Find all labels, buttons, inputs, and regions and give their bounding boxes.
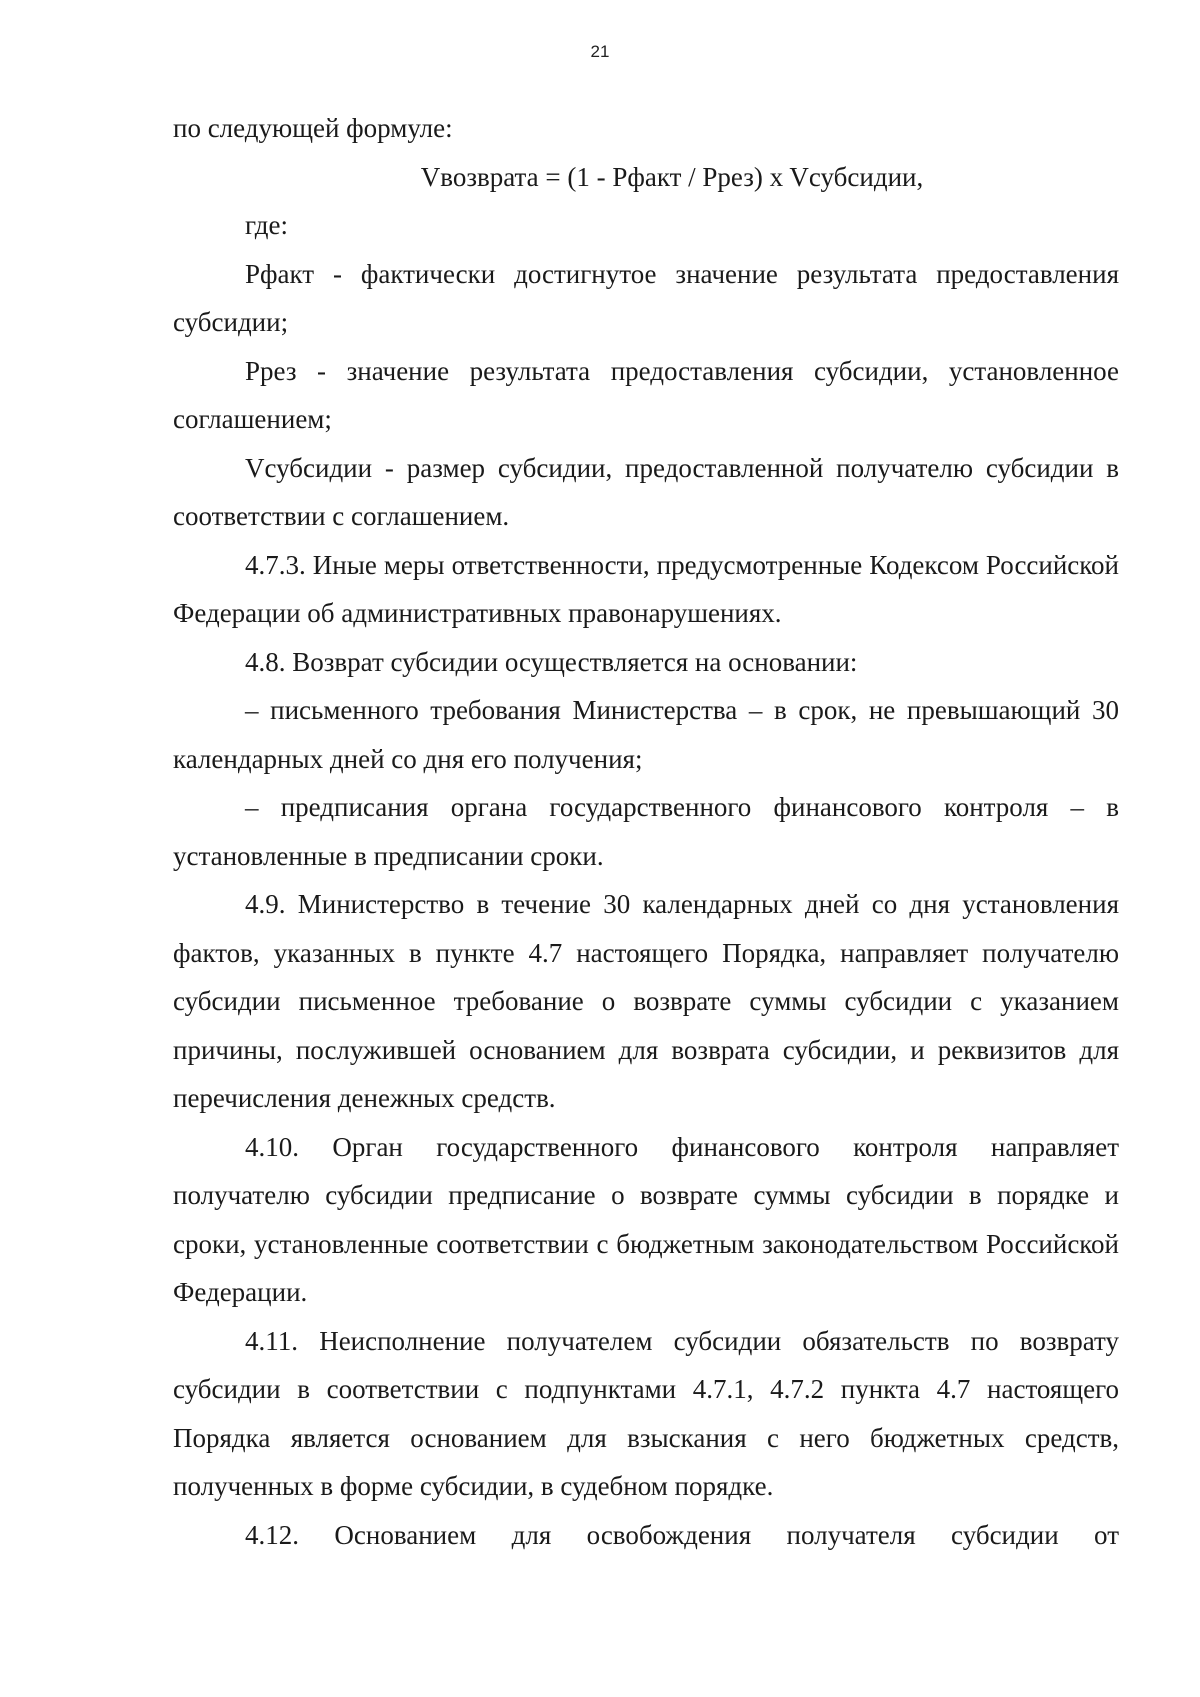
definition-prez: Ррез - значение результата предоставления субсидии, установленное соглашением; xyxy=(173,355,1119,434)
paragraph-4-7-3: 4.7.3. Иные меры ответственности, предусмотренные Кодексом Российской Федерации об административных правонарушениях. xyxy=(173,549,1119,628)
definition-vsubsidy: Vсубсидии - размер субсидии, предоставленной получателю субсидии в соответствии с соглашением. xyxy=(173,452,1119,531)
paragraph-4-10: 4.10. Орган государственного финансового контроля направляет получателю субсидии предписание о возврате суммы субсидии в порядке и сроки, установленные соответствии с бюджетным законодательством Российской Федерации. xyxy=(173,1131,1119,1307)
paragraph-4-8: 4.8. Возврат субсидии осуществляется на основании: xyxy=(245,646,858,677)
paragraph-4-11: 4.11. Неисполнение получателем субсидии обязательств по возврату субсидии в соответствии с подпунктами 4.7.1, 4.7.2 пункта 4.7 настоящего Порядка является основанием для взыскания с него бюджетных средств, полученных в форме субсидии, в судебном порядке. xyxy=(173,1325,1119,1501)
document-body xyxy=(173,104,1119,1559)
intro-text: по следующей формуле: xyxy=(173,113,453,143)
definition-pfact: Рфакт - фактически достигнутое значение результата предоставления субсидии; xyxy=(173,258,1119,337)
page-number: 21 xyxy=(590,42,610,61)
paragraph-4-9: 4.9. Министерство в течение 30 календарных дней со дня установления фактов, указанных в пункте 4.7 настоящего Порядка, направляет получателю субсидии письменное требование о возврате суммы субсидии с указанием причины, послужившей основанием для возврата субсидии, и реквизитов для перечисления денежных средств. xyxy=(173,889,1119,1113)
paragraph-4-8-item-a: – письменного требования Министерства – в срок, не превышающий 30 календарных дней со дня его получения; xyxy=(173,695,1119,774)
paragraph-4-8-item-b: – предписания органа государственного финансового контроля – в установленные в предписании сроки. xyxy=(173,792,1119,871)
return-formula: Vвозврата = (1 - Pфакт / Pрез) x Vсубсидии, xyxy=(420,161,924,192)
paragraph-4-12: 4.12. Основанием для освобождения получателя субсидии от xyxy=(245,1519,1119,1550)
where-label: где: xyxy=(245,210,288,240)
